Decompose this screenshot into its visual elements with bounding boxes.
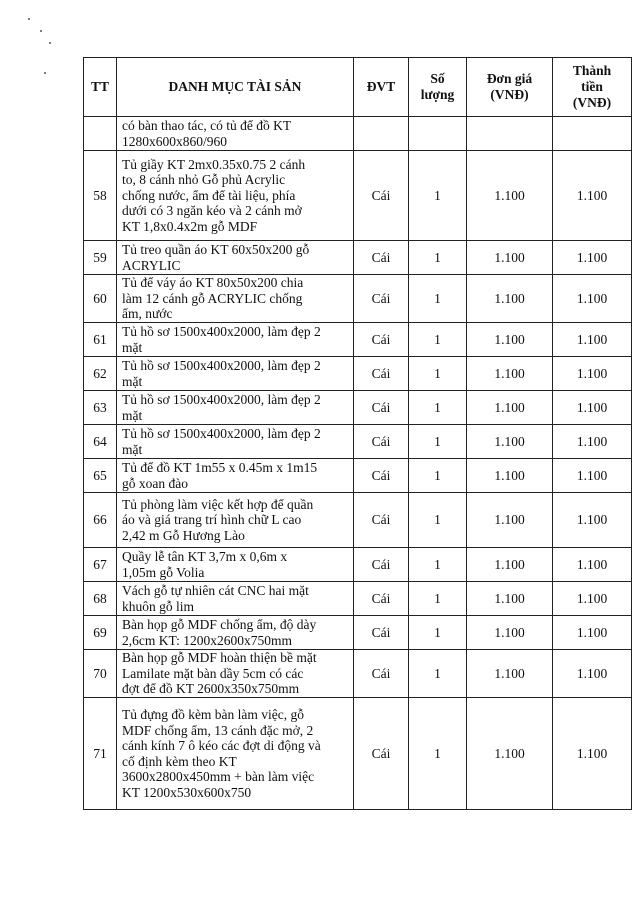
asset-table xyxy=(83,57,632,810)
cell-quantity: 1 xyxy=(409,548,467,582)
cell-quantity: 1 xyxy=(409,241,467,275)
cell-unit: Cái xyxy=(354,391,409,425)
cell-quantity: 1 xyxy=(409,357,467,391)
cell-description: Tủ hồ sơ 1500x400x2000, làm đẹp 2 mặt xyxy=(117,357,354,391)
table-row xyxy=(84,698,632,810)
cell-unit-price: 1.100 xyxy=(467,698,553,810)
cell-total: 1.100 xyxy=(553,391,632,425)
cell-unit-price: 1.100 xyxy=(467,582,553,616)
cell-unit-price: 1.100 xyxy=(467,548,553,582)
cell-tt: 62 xyxy=(84,357,117,391)
cell-unit: Cái xyxy=(354,425,409,459)
cell-total: 1.100 xyxy=(553,151,632,241)
cell-description: Bàn họp gỗ MDF chống ẩm, độ dày 2,6cm KT: 1200x2600x750mm xyxy=(117,616,354,650)
cell-total: 1.100 xyxy=(553,582,632,616)
header-quantity: Số lượng xyxy=(409,58,467,117)
cell-unit-price: 1.100 xyxy=(467,425,553,459)
cell-quantity: 1 xyxy=(409,459,467,493)
cell-unit: Cái xyxy=(354,323,409,357)
cell-total: 1.100 xyxy=(553,459,632,493)
cell-unit-price: 1.100 xyxy=(467,616,553,650)
cell-description: Tủ hồ sơ 1500x400x2000, làm đẹp 2 mặt xyxy=(117,391,354,425)
cell-total: 1.100 xyxy=(553,616,632,650)
cell-tt: 63 xyxy=(84,391,117,425)
cell-unit: Cái xyxy=(354,275,409,323)
table-row xyxy=(84,616,632,650)
cell-description: Tủ phòng làm việc kết hợp để quần áo và giá trang trí hình chữ L cao 2,42 m Gỗ Hương Lào xyxy=(117,493,354,548)
header-row xyxy=(84,58,632,117)
cell-quantity: 1 xyxy=(409,391,467,425)
cell-tt: 61 xyxy=(84,323,117,357)
continued-row xyxy=(84,117,632,151)
cell-unit-price: 1.100 xyxy=(467,459,553,493)
scan-speck xyxy=(44,72,46,74)
cell-description: Tủ treo quần áo KT 60x50x200 gỗ ACRYLIC xyxy=(117,241,354,275)
table-row xyxy=(84,493,632,548)
cell-tt: 59 xyxy=(84,241,117,275)
cell-quantity: 1 xyxy=(409,582,467,616)
table-row xyxy=(84,391,632,425)
cell-tt xyxy=(84,117,117,151)
cell-unit-price: 1.100 xyxy=(467,493,553,548)
cell-quantity: 1 xyxy=(409,323,467,357)
cell-total: 1.100 xyxy=(553,493,632,548)
cell-tt: 71 xyxy=(84,698,117,810)
cell-unit: Cái xyxy=(354,548,409,582)
cell-total: 1.100 xyxy=(553,650,632,698)
cell-tt: 67 xyxy=(84,548,117,582)
cell-unit: Cái xyxy=(354,241,409,275)
cell-unit: Cái xyxy=(354,459,409,493)
cell-description: Tủ hồ sơ 1500x400x2000, làm đẹp 2 mặt xyxy=(117,323,354,357)
table-row xyxy=(84,548,632,582)
cell-total: 1.100 xyxy=(553,275,632,323)
cell-description: có bàn thao tác, có tủ để đồ KT 1280x600x860/960 xyxy=(117,117,354,151)
cell-description: Tủ đựng đồ kèm bàn làm việc, gỗ MDF chống ẩm, 13 cánh đặc mở, 2 cánh kính 7 ô kéo các đợt di động và cố định kèm theo KT 3600x2800x450mm + bàn làm việc KT 1200x530x600x750 xyxy=(117,698,354,810)
cell-unit: Cái xyxy=(354,582,409,616)
cell-unit-price: 1.100 xyxy=(467,241,553,275)
cell-tt: 69 xyxy=(84,616,117,650)
cell-unit-price xyxy=(467,117,553,151)
cell-quantity: 1 xyxy=(409,151,467,241)
cell-total: 1.100 xyxy=(553,425,632,459)
cell-unit: Cái xyxy=(354,650,409,698)
cell-tt: 58 xyxy=(84,151,117,241)
table-row xyxy=(84,650,632,698)
cell-total: 1.100 xyxy=(553,548,632,582)
scan-speck xyxy=(28,18,30,20)
cell-description: Tủ để váy áo KT 80x50x200 chia làm 12 cánh gỗ ACRYLIC chống ẩm, nước xyxy=(117,275,354,323)
header-total: Thành tiền (VNĐ) xyxy=(553,58,632,117)
cell-total: 1.100 xyxy=(553,323,632,357)
cell-quantity: 1 xyxy=(409,275,467,323)
scan-speck xyxy=(40,30,42,32)
cell-description: Bàn họp gỗ MDF hoàn thiện bề mặt Lamilate mặt bàn dầy 5cm có các đợt để đồ KT 2600x350x750mm xyxy=(117,650,354,698)
header-unit: ĐVT xyxy=(354,58,409,117)
cell-tt: 65 xyxy=(84,459,117,493)
scan-speck xyxy=(49,42,51,44)
table-row xyxy=(84,357,632,391)
cell-unit: Cái xyxy=(354,493,409,548)
cell-description: Tủ để đồ KT 1m55 x 0.45m x 1m15 gỗ xoan đào xyxy=(117,459,354,493)
cell-tt: 64 xyxy=(84,425,117,459)
cell-total: 1.100 xyxy=(553,241,632,275)
cell-tt: 66 xyxy=(84,493,117,548)
header-asset-name: DANH MỤC TÀI SẢN xyxy=(117,58,354,117)
cell-unit: Cái xyxy=(354,698,409,810)
table-row xyxy=(84,425,632,459)
cell-quantity: 1 xyxy=(409,425,467,459)
cell-tt: 70 xyxy=(84,650,117,698)
cell-description: Tủ hồ sơ 1500x400x2000, làm đẹp 2 mặt xyxy=(117,425,354,459)
table-row xyxy=(84,275,632,323)
cell-quantity xyxy=(409,117,467,151)
table-row xyxy=(84,582,632,616)
cell-quantity: 1 xyxy=(409,698,467,810)
cell-unit: Cái xyxy=(354,616,409,650)
table-row xyxy=(84,459,632,493)
cell-quantity: 1 xyxy=(409,493,467,548)
cell-unit: Cái xyxy=(354,357,409,391)
header-unit-price: Đơn giá (VNĐ) xyxy=(467,58,553,117)
cell-unit xyxy=(354,117,409,151)
header-tt: TT xyxy=(84,58,117,117)
cell-unit-price: 1.100 xyxy=(467,357,553,391)
table-row xyxy=(84,151,632,241)
cell-description: Tủ giầy KT 2mx0.35x0.75 2 cánh to, 8 cánh nhỏ Gỗ phủ Acrylic chống nước, ẩm để tài liệu, phía dưới có 3 ngăn kéo và 2 cánh mở KT 1,8x0.4x2m gỗ MDF xyxy=(117,151,354,241)
cell-quantity: 1 xyxy=(409,616,467,650)
cell-unit-price: 1.100 xyxy=(467,391,553,425)
cell-unit-price: 1.100 xyxy=(467,275,553,323)
table-row xyxy=(84,323,632,357)
cell-description: Quầy lễ tân KT 3,7m x 0,6m x 1,05m gỗ Volia xyxy=(117,548,354,582)
table-row xyxy=(84,241,632,275)
cell-tt: 60 xyxy=(84,275,117,323)
cell-quantity: 1 xyxy=(409,650,467,698)
cell-unit-price: 1.100 xyxy=(467,151,553,241)
cell-total: 1.100 xyxy=(553,698,632,810)
cell-unit: Cái xyxy=(354,151,409,241)
cell-total xyxy=(553,117,632,151)
cell-tt: 68 xyxy=(84,582,117,616)
cell-description: Vách gỗ tự nhiên cát CNC hai mặt khuôn gỗ lim xyxy=(117,582,354,616)
cell-total: 1.100 xyxy=(553,357,632,391)
cell-unit-price: 1.100 xyxy=(467,323,553,357)
cell-unit-price: 1.100 xyxy=(467,650,553,698)
